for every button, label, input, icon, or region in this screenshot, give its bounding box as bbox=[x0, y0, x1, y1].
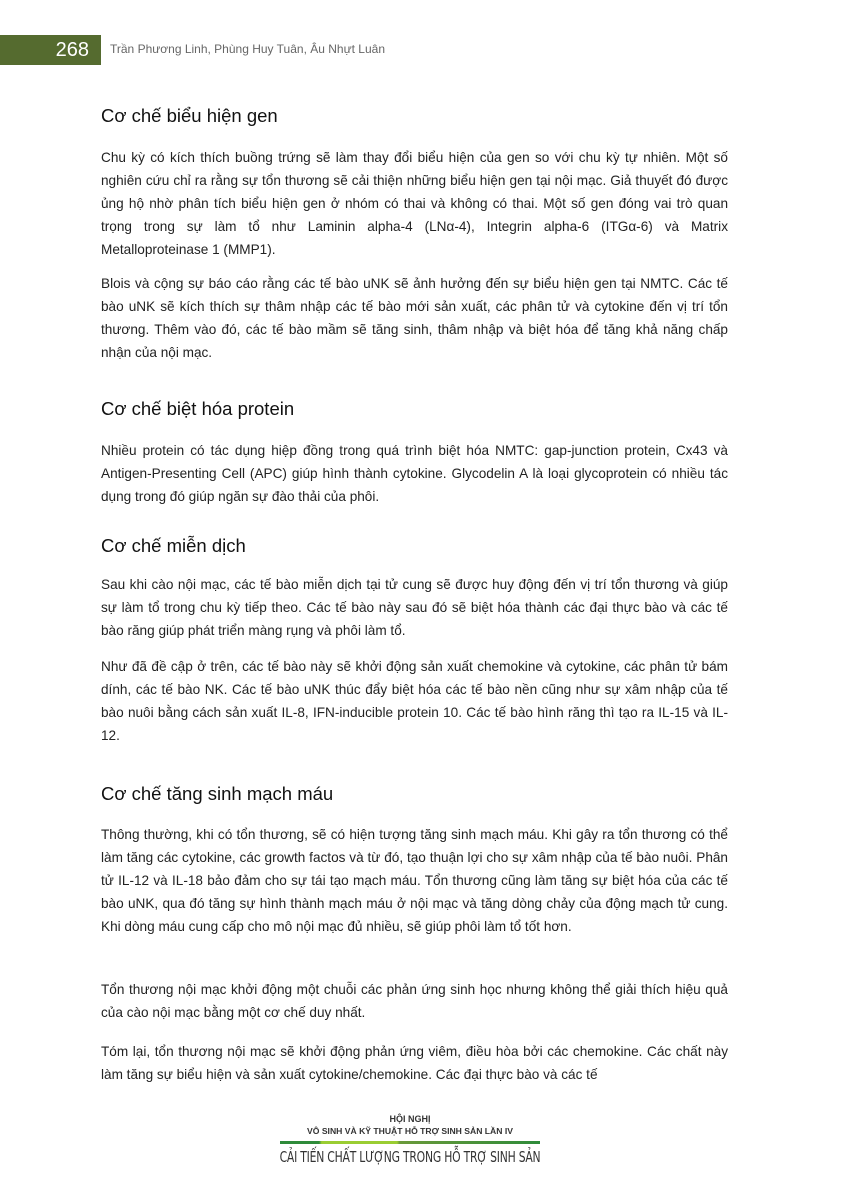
paragraph: Blois và cộng sự báo cáo rằng các tế bào uNK sẽ ảnh hưởng đến sự biểu hiện gen tại NMTC. Các tế bào uNK sẽ kích thích sự thâm nhập các tế bào mới sản xuất, các phân tử và cytokine đến vị trí tổn thương. Thêm vào đó, các tế bào mầm sẽ tăng sinh, thâm nhập và biệt hóa để tăng khả năng chấp nhận của nội mạc. bbox=[101, 276, 728, 360]
section-heading: Cơ chế biệt hóa protein bbox=[101, 398, 295, 419]
footer-line1: HỘI NGHỊ bbox=[389, 1114, 431, 1124]
paragraph: Chu kỳ có kích thích buồng trứng sẽ làm thay đổi biểu hiện của gen so với chu kỳ tự nhiên. Một số nghiên cứu chỉ ra rằng sự tổn thương sẽ cải thiện những biểu hiện gen tại nội mạc. Giả thuyết đó được ủng hộ nhờ phân tích biểu hiện gen ở nhóm có thai và không có thai. Một số gen đóng vai trò quan trọng trong sự làm tổ như Laminin alpha-4 (LNα-4), Integrin alpha-6 (ITGα-6) và Matrix Metalloproteinase 1 (MMP1). bbox=[101, 150, 728, 257]
running-header-authors: Trần Phương Linh, Phùng Huy Tuân, Âu Nhựt Luân bbox=[110, 42, 385, 56]
paragraph: Như đã đề cập ở trên, các tế bào này sẽ khởi động sản xuất chemokine và cytokine, các phân tử bám dính, các tế bào NK. Các tế bào uNK thúc đẩy biệt hóa các tế bào nền cũng như sự xâm nhập của tế bào nuôi bằng cách sản xuất IL-8, IFN-inducible protein 10. Các tế bào hình răng thì tạo ra IL-15 và IL-12. bbox=[101, 659, 728, 743]
page-number: 268 bbox=[0, 35, 101, 65]
footer-slogan: CẢI TIẾN CHẤT LƯỢNG TRONG HỖ TRỢ SINH SẢN bbox=[279, 1148, 541, 1166]
footer-line2: VÔ SINH VÀ KỸ THUẬT HỖ TRỢ SINH SẢN LẦN IV bbox=[307, 1126, 513, 1136]
paragraph: Tổn thương nội mạc khởi động một chuỗi các phản ứng sinh học nhưng không thể giải thích hiệu quả của cào nội mạc bằng một cơ chế duy nhất. bbox=[101, 982, 728, 1020]
section-heading: Cơ chế tăng sinh mạch máu bbox=[101, 783, 334, 804]
paragraph: Thông thường, khi có tổn thương, sẽ có hiện tượng tăng sinh mạch máu. Khi gây ra tổn thương có thể làm tăng các cytokine, các growth factos và từ đó, tạo thuận lợi cho sự xâm nhập của tế bào nuôi. Phân tử IL-12 và IL-18 bảo đảm cho sự tái tạo mạch máu. Tổn thương cũng làm tăng sự biệt hóa của các tế bào uNK, qua đó tăng sự hình thành mạch máu ở nội mạc và tăng dòng chảy của động mạch tử cung. Khi dòng máu cung cấp cho mô nội mạc đủ nhiều, sẽ giúp phôi làm tổ tốt hơn. bbox=[101, 827, 728, 934]
paragraph: Tóm lại, tổn thương nội mạc sẽ khởi động phản ứng viêm, điều hòa bởi các chemokine. Các chất này làm tăng sự biểu hiện và sản xuất cytokine/chemokine. Các đại thực bào và các tế bbox=[101, 1044, 728, 1082]
paragraph: Sau khi cào nội mạc, các tế bào miễn dịch tại tử cung sẽ được huy động đến vị trí tổn thương và giúp sự làm tổ trong chu kỳ tiếp theo. Các tế bào này sau đó sẽ biệt hóa thành các đại thực bào và các tế bào răng giúp phát triển màng rụng và phôi làm tổ. bbox=[101, 577, 728, 638]
section-heading: Cơ chế miễn dịch bbox=[101, 535, 246, 556]
conference-footer-logo bbox=[280, 1113, 540, 1166]
section-heading: Cơ chế biểu hiện gen bbox=[101, 105, 278, 126]
paragraph: Nhiều protein có tác dụng hiệp đồng trong quá trình biệt hóa NMTC: gap-junction protein, Cx43 và Antigen-Presenting Cell (APC) giúp hình thành cytokine. Glycodelin A là loại glycoprotein có nhiều tác dụng trong đó giúp ngăn sự đào thải của phôi. bbox=[101, 443, 728, 504]
footer-divider bbox=[280, 1141, 540, 1144]
